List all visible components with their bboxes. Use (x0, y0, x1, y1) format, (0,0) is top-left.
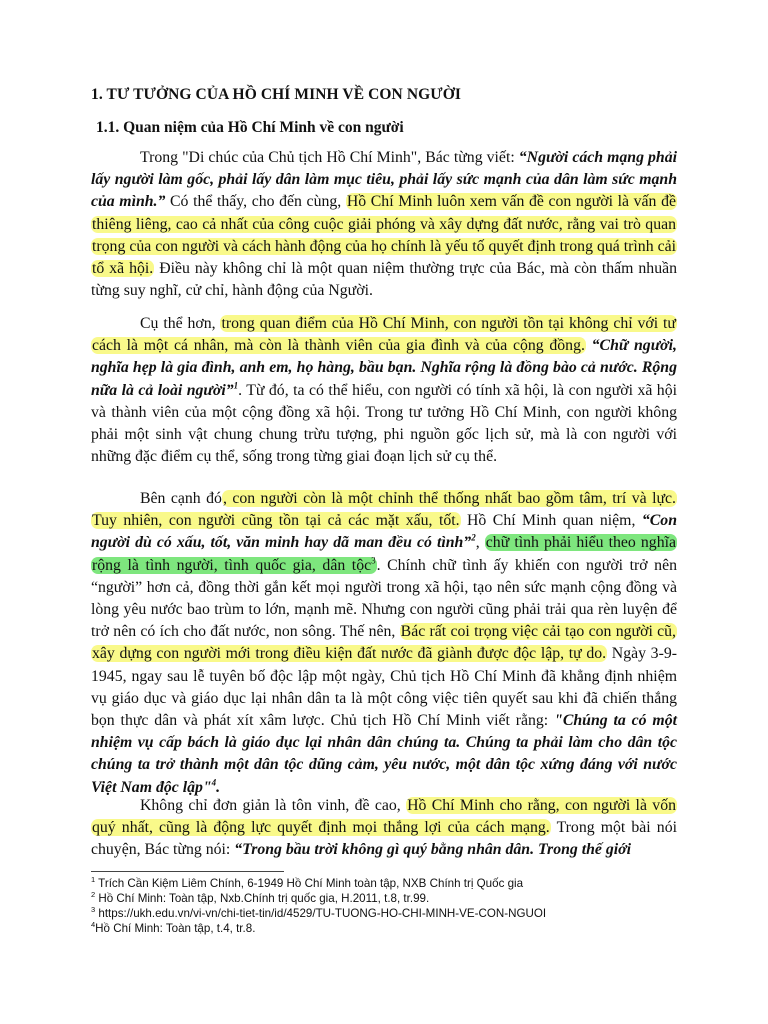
text-run: Trong "Di chúc của Chủ tịch Hồ Chí Minh", Bác từng viết: (140, 149, 519, 166)
highlight-yellow: , con người còn là một chỉnh thể thống nhất bao gồm tâm, trí và lực. Tuy nhiên, con người cũng tồn tại cả các mặt xấu, tốt. (92, 490, 677, 530)
paragraph-2 (91, 313, 677, 468)
footnote-mark: 4 (91, 920, 96, 930)
quote: “Chữ người, nghĩa hẹp là gia đình, anh em, họ hàng, bầu bạn. Nghĩa rộng là đồng bào cả nước. Rộng nữa là cả loài người” (91, 337, 677, 399)
paragraph-3 (91, 488, 677, 799)
text-run: . Chính chữ tình ấy khiến con người trở nên “người” hơn cả, đồng thời gắn kết mọi người trong xã hội, tạo nên sức mạnh cộng đồng và lòng yêu nước bao trùm to lớn, mạnh mẽ. Nhưng con người cũng phải trải qua rèn luyện để trở nên có ích cho đất nước, non sông. Thế nên, (91, 556, 677, 641)
highlight-yellow: Hồ Chí Minh luôn xem vấn đề con người là vấn đề thiêng liêng, cao cả nhất của công cuộc giải phóng và xây dựng đất nước, rằng vai trò quan trọng của con người và cách hành động của họ chính là yếu tố quyết định trong quá trình cải tổ xã hội. (92, 193, 676, 278)
section-heading: 1. TƯ TƯỞNG CỦA HỒ CHÍ MINH VỀ CON NGƯỜI (91, 86, 461, 103)
paragraph-4 (91, 795, 677, 862)
text-run: Không chỉ đơn giản là tôn vinh, đề cao, (140, 797, 407, 814)
text-run: chữ tình phải hiểu theo nghĩa rộng là tình người, tình quốc gia, dân tộc (92, 534, 677, 574)
text-run: . (216, 778, 221, 796)
quote: “Người cách mạng phải lấy người làm gốc, phải lấy dân làm mục tiêu, phải lấy sức mạnh của dân làm sức mạnh của mình.” (91, 149, 677, 211)
text-run: . Từ đó, ta có thể hiểu, con người có tính xã hội, là con người xã hội và thành viên của một cộng đồng xã hội. Trong tư tưởng Hồ Chí Minh, con người không phải một sinh vật chung chung trừu tượng, phi nguồn gốc lịch sử, mà là con người với những đặc điểm cụ thể, sống trong từng giai đoạn lịch sử cụ thể. (91, 381, 677, 466)
footnote-ref[interactable]: 1 (233, 380, 239, 391)
footnote-3 (91, 906, 691, 921)
footnote-ref[interactable]: 3 (371, 555, 376, 566)
footnote-text: Trích Cần Kiệm Liêm Chính, 6-1949 Hồ Chí Minh toàn tập, NXB Chính trị Quốc gia (95, 877, 524, 890)
footnote-mark: 1 (91, 875, 96, 885)
footnote-ref[interactable]: 4 (211, 777, 217, 788)
text-run: , (475, 534, 485, 552)
paragraph-1 (91, 147, 677, 302)
highlight-yellow: Hồ Chí Minh cho rằng, con người là vốn quý nhất, cũng là động lực quyết định mọi thắng lợi của cách mạng. (92, 797, 676, 837)
text-run: Có thể thấy, cho đến cùng, (165, 193, 346, 211)
footnote-divider (91, 871, 284, 872)
footnote-1 (91, 876, 691, 891)
footnote-text: Hồ Chí Minh: Toàn tập, Nxb.Chính trị quốc gia, H.2011, t.8, tr.99. (95, 892, 430, 905)
footnote-4 (91, 921, 691, 936)
quote: “Trong bầu trời không gì quý bằng nhân dân. Trong thế giới (234, 841, 632, 859)
text-run: Ngày 3-9-1945, ngay sau lễ tuyên bố độc lập một ngày, Chủ tịch Hồ Chí Minh đã khẳng định nhiệm vụ giáo dục và giáo dục lại nhân dân ta là một công việc tiên quyết sau khi đã chiến thắng bọn thực dân và phát xít xâm lược. Chủ tịch Hồ Chí Minh viết rằng: (91, 645, 677, 730)
footnote-mark: 3 (91, 905, 96, 915)
footnote-2 (91, 891, 691, 906)
text-run: Cụ thể hơn, (140, 315, 221, 332)
quote: “Con người dù có xấu, tốt, văn minh hay dã man đều có tình” (91, 512, 677, 552)
text-run: Hồ Chí Minh quan niệm, (460, 512, 642, 530)
highlight-yellow: Bác rất coi trọng việc cải tạo con người cũ, xây dựng con người mới trong điều kiện đất nước đã giành được độc lập, tự do. (92, 623, 676, 663)
footnote-text: Hồ Chí Minh: Toàn tập, t.4, tr.8. (95, 922, 256, 935)
quote: "Chúng ta có một nhiệm vụ cấp bách là giáo dục lại nhân dân chúng ta. Chúng ta phải làm cho dân tộc chúng ta trở thành một dân tộc dũng cảm, yêu nước, một dân tộc xứng đáng với nước Việt Nam độc lập" (91, 712, 677, 796)
footnote-link[interactable]: https://ukh.edu.vn/vi-vn/chi-tiet-tin/id/4529/TU-TUONG-HO-CHI-MINH-VE-CON-NGUOI (95, 907, 547, 920)
text-run: Trong một bài nói chuyện, Bác từng nói: (91, 819, 677, 859)
text-run: Điều này không chỉ là một quan niệm thường trực của Bác, mà còn thấm nhuần từng suy nghĩ, cử chỉ, hành động của Người. (91, 260, 678, 300)
text-run: Bên cạnh đó (140, 490, 222, 507)
subsection-heading: 1.1. Quan niệm của Hồ Chí Minh về con người (96, 119, 404, 136)
footnote-mark: 2 (91, 890, 96, 900)
footnote-ref[interactable]: 2 (471, 533, 476, 544)
highlight-yellow: trong quan điểm của Hồ Chí Minh, con người tồn tại không chỉ với tư cách là một cá nhân, mà còn là thành viên của gia đình và của cộng đồng. (92, 315, 676, 355)
